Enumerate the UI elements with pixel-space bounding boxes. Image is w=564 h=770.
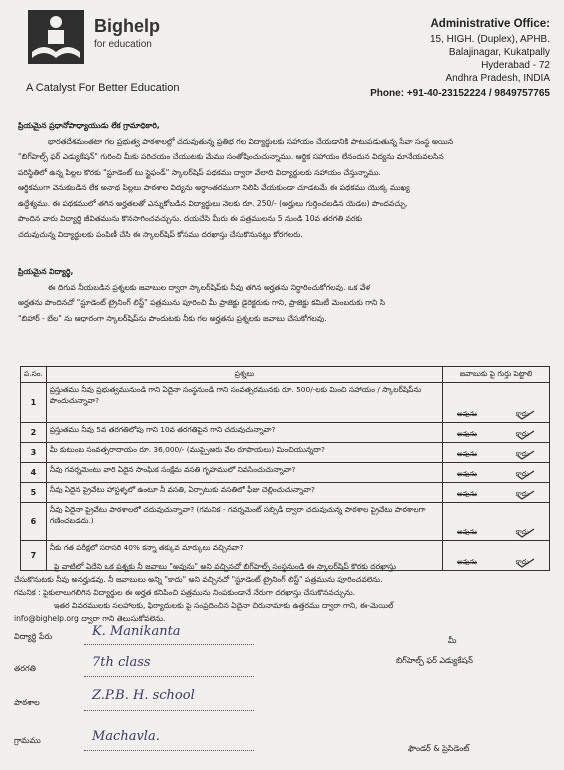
- bighelp-logo: [26, 8, 86, 66]
- row-question: మీ కుటుంబ సంవత్సరాదాయం రూ. 36,000/- (ముప్పైఆరు వేల రూపాయలు) మించియున్నదా?: [46, 443, 442, 463]
- answer-no[interactable]: కాదు: [515, 410, 529, 418]
- student-line: ఈ దిగువ నీయబడిన ప్రశ్నలకు జవాబుల ద్వారా స్కాలర్‌షిప్‌కు నీవు తగిన అర్హతను నిర్ధారించుకోగలవు. ఒక వేళ: [48, 282, 371, 292]
- footer-line: చేసుకొనుటకు నీవు అనర్హుడవు. నీ జవాబులు అన్ని "కాదు" అని వచ్చినచో "స్టూడెంట్ ట్రైనింగ్ లిస్ట్" పత్రమును పూరించవలెను.: [14, 575, 383, 584]
- check-mark-icon: [517, 470, 535, 480]
- address-line: Andhra Pradesh, INDIA: [445, 73, 550, 84]
- address-line: Balajinagar, Kukatpally: [448, 47, 550, 58]
- address-line: Hyderabad - 72: [481, 60, 550, 71]
- check-mark-icon: [517, 430, 535, 440]
- footer-line: info@bighelp.org ద్వారా గాని తెలుసుకోవలెను.: [14, 614, 166, 623]
- student-line: "బిహార్ - బేల" ను ఆధారంగా స్కాలర్‌షిప్‌ను పొందుటకు నీకు గల అర్హతను ప్రశ్నలకు జవాబు చేసుకోగలవు.: [18, 313, 327, 323]
- class-underline: [84, 676, 254, 677]
- brand-name: Bighelp: [94, 16, 160, 36]
- letter-line: ఉద్దేశ్యము. ఈ పథకములో తగిన అర్హతలతో ఎన్నుకోబడిన విద్యార్థులు నెలకు రూ. 250/- (అర్హులు గుర్తించబడిన యెడల) పొందవచ్చు.: [18, 198, 408, 208]
- check-mark-icon: [517, 528, 535, 538]
- answer-no[interactable]: కాదు: [515, 558, 529, 566]
- office-title: Administrative Office:: [430, 18, 550, 30]
- row-number: 4: [21, 463, 47, 483]
- answer-yes[interactable]: అవును: [457, 430, 477, 438]
- letter-line: చదువుచున్న విద్యార్థులకు పంపిణీ చేసి ఈ స్కాలర్‌షిప్ కోసము దరఖాస్తు చేసుకొనునట్లు కోరగలరు.: [18, 229, 303, 239]
- answer-yes[interactable]: అవును: [457, 410, 477, 418]
- student-salutation: ప్రియమైన విద్యార్థి,: [18, 267, 74, 276]
- answer-no[interactable]: కాదు: [515, 430, 529, 438]
- answer-yes[interactable]: అవును: [457, 470, 477, 478]
- table-row: [21, 443, 550, 463]
- answer-cell[interactable]: [443, 483, 550, 503]
- row-number: 1: [21, 383, 47, 423]
- answer-no[interactable]: కాదు: [515, 450, 529, 458]
- school-label: పాఠశాల: [14, 698, 40, 707]
- student-section: [18, 264, 548, 326]
- name-label: విద్యార్థి పేరు: [14, 632, 53, 641]
- address-line: 15, HIGH. (Duplex), APHB.: [429, 34, 550, 45]
- signature-from: మీ: [448, 636, 457, 645]
- row-number: 6: [21, 503, 47, 541]
- row-question: నీకు గత పరీక్షలో సరాసరి 40% కన్నా తక్కువ మార్కులు వచ్చినవా?: [46, 541, 442, 571]
- letter-line: "బిగ్‌హెల్ప్ ఫర్ ఎడ్యుకేషన్" గురించి మీకు పరిచయం చేయుటకు మేము సంతోషించుచున్నాము. ఆర్థిక సహాయం లేనందున విద్యను మానేయవలసిన: [18, 152, 444, 161]
- row-number: 7: [21, 541, 47, 571]
- letter-body: [18, 118, 548, 242]
- col-header-number: ప.సం.: [21, 367, 47, 383]
- school-value[interactable]: Z.P.B. H. school: [92, 688, 195, 703]
- letter-line: పరిస్థితిలో ఉన్న పిల్లల కొరకు "స్టూడెంట్ టు స్టైఫండ్" స్కాలర్‌షిప్ పథకము ద్వారా వేలాది విద్యార్థులకు సహాయం చేస్తున్నాము.: [18, 167, 381, 177]
- row-question: నీవు ఏదైన ప్రైవేటు హాస్టళ్ళలో ఉంటూ నీ వసతి, ఏర్పాటుకు వసతిలో ఫీజు చెల్లించుచున్నావా?: [46, 483, 442, 503]
- row-number: 2: [21, 423, 47, 443]
- village-label: గ్రామము: [14, 736, 41, 745]
- check-mark-icon: [517, 450, 535, 460]
- eligibility-table: [20, 366, 550, 571]
- signature-org: బిగ్‌హెల్ప్ ఫర్ ఎడ్యుకేషన్: [396, 656, 473, 665]
- letter-line: భారతదేశమంతటా గల ప్రభుత్వ పాఠశాలల్లో చదువుతున్న ప్రతిభ గల విద్యార్థులకు సహాయం చేయడానికి పాటుపడుతున్న సేవా సంస్థ అయిన: [48, 136, 454, 146]
- answer-no[interactable]: కాదు: [515, 470, 529, 478]
- answer-cell[interactable]: [443, 463, 550, 483]
- table-row: [21, 383, 550, 423]
- row-number: 5: [21, 483, 47, 503]
- signature-title: ఫౌండర్ & ప్రెసిడెంట్: [408, 744, 470, 753]
- letter-line: పొందిన వారు విద్యార్థి జీవితమును కొనసాగించవచ్చును. దయచేసి మీరు ఈ పత్రములను 5 నుండి 10వ తరగతి వరకు: [18, 214, 363, 223]
- col-header-answer: జవాబుకు పై గుర్తు పెట్టాలి: [443, 367, 550, 383]
- check-mark-icon: [517, 490, 535, 500]
- class-label: తరగతి: [14, 664, 36, 673]
- answer-yes[interactable]: అవును: [457, 528, 477, 536]
- answer-no[interactable]: కాదు: [515, 490, 529, 498]
- answer-cell[interactable]: [443, 443, 550, 463]
- office-address: [370, 18, 550, 100]
- table-row: [21, 463, 550, 483]
- row-number: 3: [21, 443, 47, 463]
- col-header-question: ప్రశ్నలు: [46, 367, 442, 383]
- row-question: నీవు ఏదైనా ప్రైవేటు పాఠశాలలో చదువుచున్నావా? (గమనిక - గవర్నమెంట్ సబ్సిడీ ద్వారా చదువుచున్న పాఠశాల ప్రైవేటు పాఠశాలగా గణించబడదు.): [46, 503, 442, 541]
- table-row: [21, 483, 550, 503]
- office-phone: Phone: +91-40-23152224 / 9849757765: [370, 88, 550, 99]
- name-value[interactable]: K. Manikanta: [92, 624, 181, 639]
- answer-cell[interactable]: [443, 423, 550, 443]
- row-question: నీవు గవర్నమెంటు వారి ఏదైన సాంఘిక సంక్షేమ వసతి గృహములో నివసించుచున్నావా?: [46, 463, 442, 483]
- answer-cell[interactable]: [443, 383, 550, 423]
- table-row: [21, 423, 550, 443]
- row-question: ప్రస్తుతము నీవు ప్రభుత్వమునుండి గాని ఏదైనా సంస్థనుండి గాని సంవత్సరమునకు రూ. 500/-లకు మించి సహాయం / స్కాలర్‌షిప్‌ను పొందుచున్నావా?: [46, 383, 442, 423]
- answer-yes[interactable]: అవును: [457, 490, 477, 498]
- answer-yes[interactable]: అవును: [457, 450, 477, 458]
- answer-no[interactable]: కాదు: [515, 528, 529, 536]
- salutation: ప్రియమైన ప్రధానోపాధ్యాయుడు లేక గ్రామాధికారి,: [18, 121, 160, 130]
- footer-notes: [14, 560, 554, 625]
- footer-line: గమనిక : పైకులాలుగలిగిన విద్యార్థుల ఈ అర్హత కనిపించి పత్రమును నింపకుండానే నేరుగా దరఖాస్తు చేసుకొనవచ్చును.: [14, 588, 356, 597]
- check-mark-icon: [517, 410, 535, 420]
- school-underline: [84, 710, 254, 711]
- row-question: ప్రస్తుతము నీవు 5వ తరగతిలోపు గాని 10వ తరగతిపైన గాని చదువుచున్నావా?: [46, 423, 442, 443]
- tagline: A Catalyst For Better Education: [26, 82, 180, 94]
- answer-yes[interactable]: అవును: [457, 558, 477, 566]
- name-underline: [84, 644, 254, 645]
- answer-cell[interactable]: [443, 503, 550, 541]
- brand-subtitle: for education: [94, 39, 152, 50]
- village-underline: [84, 750, 254, 751]
- letter-line: ఆర్థికముగా వెనుకబడిన లేక అనాథ పిల్లలు పాఠశాల విద్యను అర్ధాంతరముగా నిలిపి వేయకుండా చూడటమే ఈ పథకము యొక్క ముఖ్య: [18, 183, 410, 192]
- table-header-row: [21, 367, 550, 383]
- village-value[interactable]: Machavla.: [92, 729, 160, 744]
- footer-line: పై వాటిలో ఏదేని ఒక ప్రశ్నకు నీ జవాబు "అవును" అని వచ్చినచో బిగ్‌హెల్ప్ సంస్థనుండి ఈ స్కాలర్‌షిప్ కొరకు దరఖాస్తు: [54, 562, 396, 571]
- student-line: అర్హతను పొందినచో "స్టూడెంట్ ట్రైనింగ్ లిస్ట్" పత్రమును పూరించి మీ ప్రాజెక్టు డైరెక్టరుకు గాని, ప్రాజెక్టు కమిటీ మెంబరుకు గాని సి: [18, 298, 386, 307]
- footer-line: ఇతర వివరములకు సలహాలకు, ఫిర్యాదులకు పై సంప్రదించిన ఏదైనా చిరునామాకు ఉత్తరము ద్వారా గాని, ఈ-మెయిల్: [54, 601, 394, 610]
- class-value[interactable]: 7th class: [92, 655, 151, 670]
- table-row: [21, 503, 550, 541]
